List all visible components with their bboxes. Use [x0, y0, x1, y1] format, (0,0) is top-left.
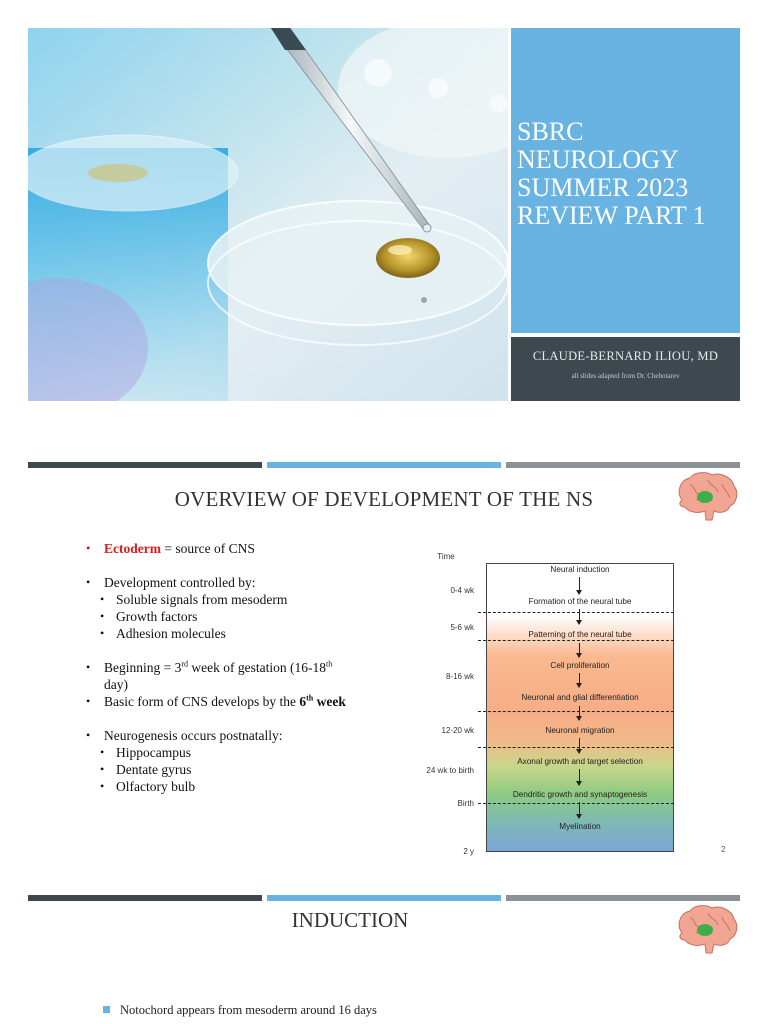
- timeline-box: [486, 563, 674, 852]
- pipette-petri-dish-image: [28, 28, 508, 401]
- stage-label: Dendritic growth and synaptogenesis: [512, 790, 648, 799]
- divider-bar-dark: [28, 462, 262, 468]
- stage-label: Neuronal and glial differentiation: [521, 693, 639, 702]
- divider-bar-grey: [506, 462, 740, 468]
- author-name: CLAUDE-BERNARD ILIOU, MD: [532, 349, 719, 363]
- time-label: 12-20 wk: [441, 726, 474, 735]
- list-item: [86, 659, 346, 693]
- divider-bar-grey: [506, 895, 740, 901]
- list-item-text: Development controlled by:: [104, 575, 256, 590]
- sub-list-item: [86, 608, 346, 625]
- time-label: 0-4 wk: [450, 586, 474, 595]
- list-item-text: week of gestation (16-18: [188, 660, 327, 675]
- list-item: [86, 574, 346, 591]
- list-item-text: day): [104, 677, 128, 692]
- superscript: th: [326, 659, 333, 669]
- time-label: 2 y: [463, 847, 474, 856]
- down-arrow-icon: [579, 706, 580, 720]
- list-item-text: = source of CNS: [160, 541, 255, 556]
- slide-3-title: INDUCTION: [291, 908, 409, 932]
- stage-label: Myelination: [559, 822, 601, 831]
- hero-lab-photo: [28, 28, 508, 401]
- stage-label: Formation of the neural tube: [528, 597, 632, 606]
- down-arrow-icon: [579, 609, 580, 624]
- divider-bar-blue: [267, 462, 501, 468]
- list-item: [86, 693, 346, 710]
- bullet-text: Notochord appears from mesoderm around 16 days: [120, 1003, 377, 1017]
- bold-text: week: [313, 694, 346, 709]
- brain-icon: [672, 903, 740, 959]
- stage-divider: [478, 640, 674, 641]
- down-arrow-icon: [579, 643, 580, 657]
- time-label: Birth: [457, 799, 474, 808]
- sub-list-item: [86, 591, 346, 608]
- stage-label: Axonal growth and target selection: [517, 757, 643, 766]
- sub-list-item: [86, 778, 346, 795]
- list-item-text: Dentate gyrus: [116, 762, 192, 777]
- title-line-2: NEUROLOGY: [517, 145, 679, 174]
- bullet-list: [86, 540, 346, 795]
- stage-divider: [478, 711, 674, 712]
- divider-bar-dark: [28, 895, 262, 901]
- list-item-text: Neurogenesis occurs postnatally:: [104, 728, 283, 743]
- list-item-text: Olfactory bulb: [116, 779, 196, 794]
- title-line-3: SUMMER 2023: [517, 173, 689, 202]
- title-line-4: REVIEW PART 1: [517, 201, 706, 230]
- down-arrow-icon: [579, 802, 580, 818]
- down-arrow-icon: [579, 769, 580, 785]
- time-label: 24 wk to birth: [426, 766, 474, 775]
- stage-label: Patterning of the neural tube: [528, 630, 632, 639]
- time-label: 8-16 wk: [445, 672, 474, 681]
- title-line-1: SBRC: [517, 117, 584, 146]
- down-arrow-icon: [579, 577, 580, 594]
- brain-icon: [672, 470, 740, 526]
- list-item-text: Basic form of CNS develops by the: [104, 694, 300, 709]
- sub-list-item: [86, 744, 346, 761]
- list-item: [86, 540, 346, 557]
- list-item-text: Adhesion molecules: [116, 626, 226, 641]
- author-panel: [511, 337, 740, 401]
- stage-divider: [478, 803, 674, 804]
- stage-label: Neural induction: [550, 565, 610, 574]
- bold-text: 6: [299, 694, 307, 709]
- list-item-text: Soluble signals from mesoderm: [116, 592, 288, 607]
- stage-label: Cell proliferation: [550, 661, 610, 670]
- slide-2-title: OVERVIEW OF DEVELOPMENT OF THE NS: [174, 487, 594, 511]
- ectoderm-term: Ectoderm: [104, 541, 161, 556]
- presentation-title: [517, 118, 737, 230]
- superscript: rd: [181, 659, 189, 669]
- stage-label: Neuronal migration: [545, 726, 615, 735]
- list-item: [86, 727, 346, 744]
- stage-divider: [478, 747, 674, 748]
- list-item-text: Hippocampus: [116, 745, 191, 760]
- time-label: 5-6 wk: [450, 623, 474, 632]
- square-bullet-icon: [103, 1006, 110, 1013]
- attribution-note: all slides adapted from Dr. Chebotarev: [571, 372, 680, 380]
- list-item-text: Growth factors: [116, 609, 198, 624]
- stage-divider: [478, 612, 674, 613]
- list-item-text: Beginning = 3: [104, 660, 182, 675]
- divider-bar-blue: [267, 895, 501, 901]
- superscript: th: [306, 693, 314, 703]
- time-header: Time: [437, 552, 455, 561]
- down-arrow-icon: [579, 673, 580, 687]
- sub-list-item: [86, 625, 346, 642]
- down-arrow-icon: [579, 738, 580, 753]
- sub-list-item: [86, 761, 346, 778]
- slide-number: 2: [721, 845, 726, 854]
